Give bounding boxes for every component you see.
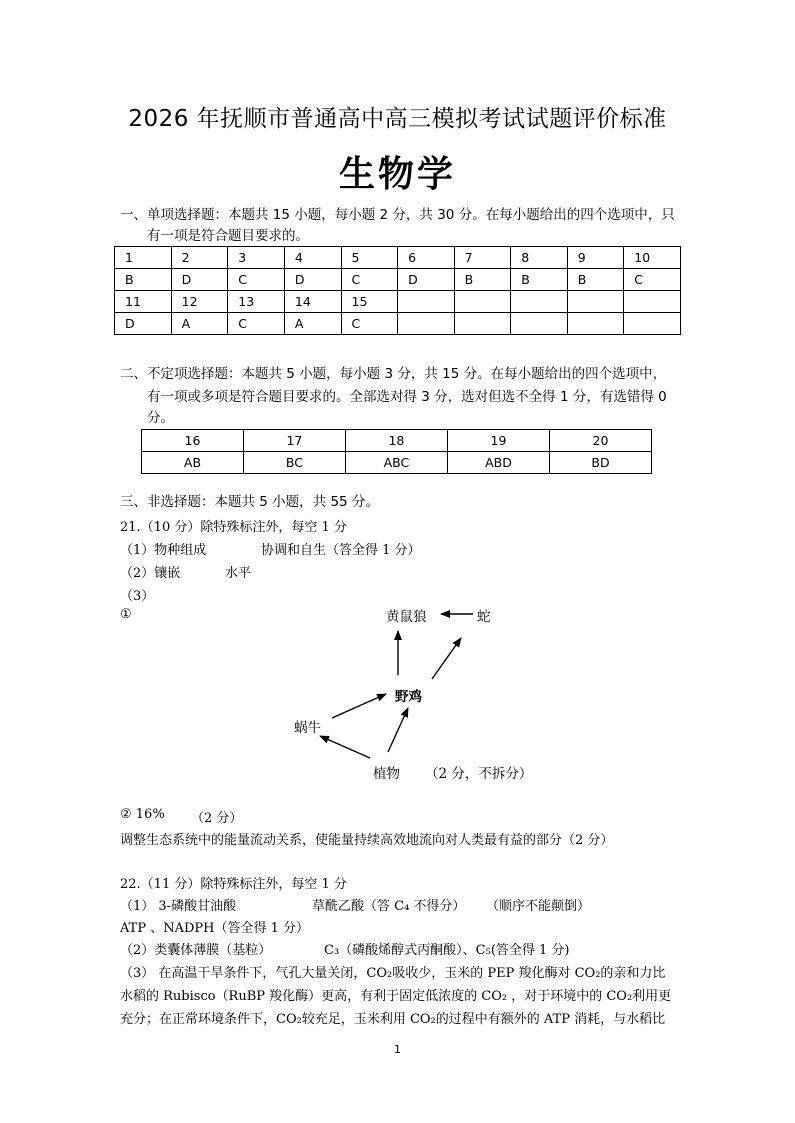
table-cell: C [341, 269, 398, 291]
table-cell: BD [549, 452, 651, 474]
table-cell: 11 [115, 291, 172, 313]
table-cell: C [228, 269, 285, 291]
q22-part2-answer-b: C₃（磷酸烯醇式丙酮酸）、C₅(答全得 1 分) [324, 943, 570, 958]
table-cell: 16 [142, 430, 244, 452]
table-cell: B [454, 269, 511, 291]
node-zhiwu: 植物 [373, 766, 400, 782]
table-cell: C [341, 313, 398, 335]
arrow-yeji-to-she [432, 638, 461, 679]
q22-part1-note: （顺序不能颠倒） [486, 899, 591, 914]
table-cell: 8 [511, 247, 568, 269]
q22-part1-answer-b: 草酰乙酸（答 C₄ 不得分） [312, 899, 466, 914]
page-number: 1 [394, 1043, 401, 1056]
q22-part3-line3: 充分；在正常环境条件下，CO₂较充足，玉米利用 CO₂的过程中有额外的 ATP 消耗，与水稻比 [120, 1012, 666, 1027]
table-cell: ABD [447, 452, 549, 474]
q21-circle2-score: （2 分） [191, 811, 243, 826]
document-title: 2026 年抚顺市普通高中高三模拟考试试题评价标准 [128, 106, 667, 132]
table-cell: D [171, 269, 228, 291]
table-cell: AB [142, 452, 244, 474]
section1-instructions-line2: 有一项是符合题目要求的。 [147, 228, 309, 244]
table-cell: 4 [284, 247, 341, 269]
q22-heading: 22.（11 分）除特殊标注外，每空 1 分 [120, 877, 347, 892]
section1-instructions-line1: 一、单项选择题：本题共 15 小题，每小题 2 分，共 30 分。在每小题给出的四个选项中，只 [120, 207, 675, 223]
section2-instructions-line2: 有一项或多项是符合题目要求的。全部选对得 3 分，选对但选不全得 1 分，有选错得 0 [147, 389, 667, 405]
arrow-zhiwu-to-yeji [388, 708, 408, 752]
section2-instructions-line3: 分。 [147, 410, 174, 426]
table-cell: 3 [228, 247, 285, 269]
q21-circle1-label: ① [120, 607, 132, 622]
table-cell: 2 [171, 247, 228, 269]
table-cell: A [171, 313, 228, 335]
table-cell: 10 [624, 247, 681, 269]
arrow-zhiwu-to-woniu [320, 736, 370, 758]
table-cell: 5 [341, 247, 398, 269]
table-cell: 18 [345, 430, 447, 452]
node-woniu: 蜗牛 [294, 720, 321, 736]
q22-part3-line2: 水稻的 Rubisco（RuBP 羧化酶）更高，有利于固定低浓度的 CO₂ ，对于环境中的 CO₂利用更 [120, 989, 672, 1004]
q21-circle2-answer: ② 16% [120, 807, 165, 822]
table-cell: 17 [243, 430, 345, 452]
table-cell: B [115, 269, 172, 291]
subject-title: 生物学 [338, 154, 456, 195]
table-cell: C [624, 269, 681, 291]
table-cell: 20 [549, 430, 651, 452]
q22-part1-answer-c: ATP 、NADPH（答全得 1 分） [120, 921, 310, 936]
q21-part2-answer-b: 水平 [225, 566, 252, 581]
q21-heading: 21.（10 分）除特殊标注外，每空 1 分 [120, 520, 347, 535]
table-cell: 1 [115, 247, 172, 269]
q21-part2-answer-a: （2）镶嵌 [120, 566, 181, 581]
q21-circle2-explanation: 调整生态系统中的能量流动关系，使能量持续高效地流向对人类最有益的部分（2 分） [120, 833, 614, 848]
arrow-woniu-to-yeji [332, 694, 386, 718]
table-cell: ABC [345, 452, 447, 474]
node-huangshulang: 黄鼠狼 [386, 609, 427, 625]
table-cell: D [115, 313, 172, 335]
foodweb-score-note: （2 分，不拆分） [425, 766, 533, 782]
node-she: 蛇 [477, 609, 491, 625]
q21-part1-answer-b: 协调和自生（答全得 1 分） [261, 543, 421, 558]
q21-part3-label: （3） [120, 589, 155, 604]
table-cell: B [567, 269, 624, 291]
q22-part1-answer-a: （1） 3-磷酸甘油酸 [120, 899, 237, 914]
table-cell: 19 [447, 430, 549, 452]
table-cell: D [398, 269, 455, 291]
table-cell: C [228, 313, 285, 335]
table-cell: D [284, 269, 341, 291]
section2-instructions-line1: 二、不定项选择题：本题共 5 小题，每小题 3 分，共 15 分。在每小题给出的四个选项中， [120, 366, 667, 382]
table-cell: 14 [284, 291, 341, 313]
table-cell: 13 [228, 291, 285, 313]
q22-part3-line1: （3） 在高温干旱条件下，气孔大量关闭，CO₂吸收少，玉米的 PEP 羧化酶对 CO₂的亲和力比 [120, 966, 666, 981]
q21-part1-answer-a: （1）物种组成 [120, 543, 207, 558]
section3-heading: 三、非选择题：本题共 5 小题，共 55 分。 [120, 494, 379, 510]
table-cell: A [284, 313, 341, 335]
table-cell: B [511, 269, 568, 291]
table-cell: 12 [171, 291, 228, 313]
table-cell: 15 [341, 291, 398, 313]
table-cell: 7 [454, 247, 511, 269]
table-cell: 6 [398, 247, 455, 269]
q22-part2-answer-a: （2）类囊体薄膜（基粒） [120, 943, 272, 958]
table-cell: 9 [567, 247, 624, 269]
table-cell: BC [243, 452, 345, 474]
node-yeji: 野鸡 [395, 689, 422, 705]
